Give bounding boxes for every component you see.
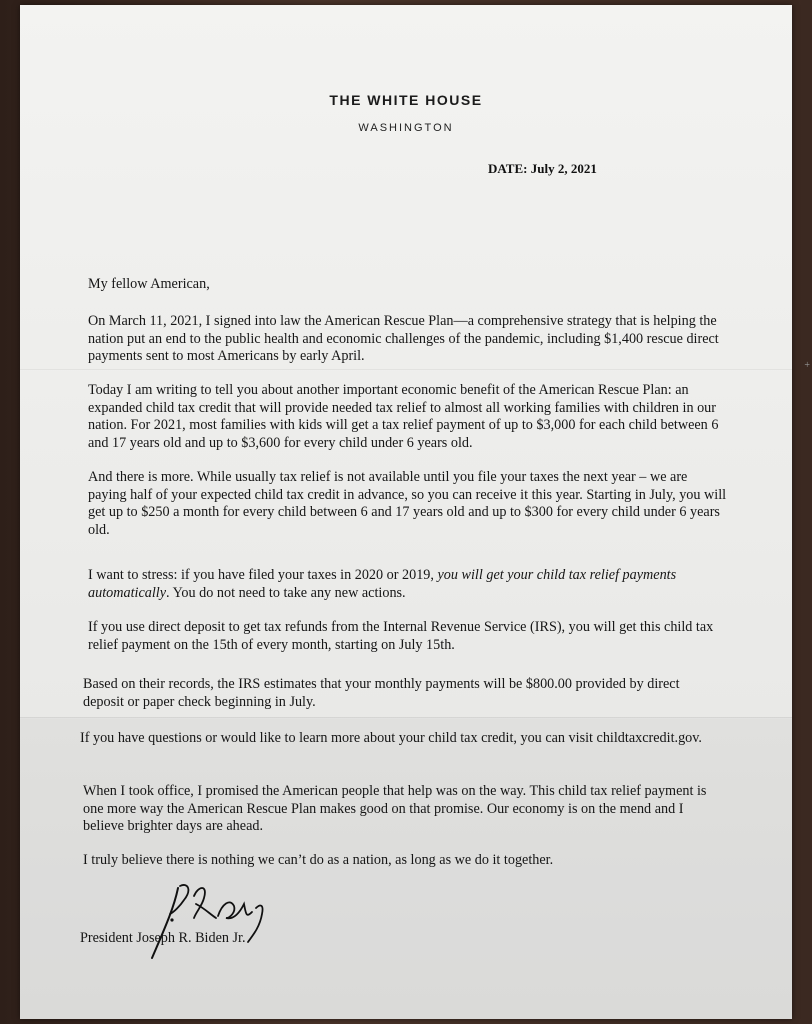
letter-date: DATE: July 2, 2021 [488,161,597,176]
letterhead-subtitle: WASHINGTON [358,122,454,134]
p4-tail: . You do not need to take any new actions. [166,584,406,601]
paragraph-irs-estimate: Based on their records, the IRS estimates that your monthly payments will be $800.00 provided by direct deposit or paper check beginning in July. [83,676,680,710]
paragraph-advance-payments: And there is more. While usually tax relief is not available until you file your taxes the next year – we are paying half of your expected child tax credit in advance, so you can receive it this year. Starting in July, you will get up to $250 a month for every child between 6 and 17 years old and up to $300 for every child under 6 years old. [88,469,727,538]
paragraph-direct-deposit: If you use direct deposit to get tax refunds from the Internal Revenue Service (IRS), you will get this child tax relief payment on the 15th of every month, starting on July 15th. [88,619,714,653]
paragraph-automatic-payments [88,567,728,602]
paragraph-rescue-plan: On March 11, 2021, I signed into law the American Rescue Plan—a comprehensive strategy that is helping the nation put an end to the public health and economic challenges of the pandemic, including $1,400 rescue direct payments sent to most Americans by early April. [88,313,719,364]
paragraph-child-tax-credit: Today I am writing to tell you about another important economic benefit of the American Rescue Plan: an expanded child tax credit that will provide needed tax relief to almost all working families with children in our nation. For 2021, most families with kids will get a tax relief payment of up to $3,000 for each child between 6 and 17 years old and up to $3,600 for every child under 6 years old. [88,382,719,451]
fold-line [20,369,792,371]
paragraph-closing: I truly believe there is nothing we can’t do as a nation, as long as we do it together. [83,852,554,868]
letterhead-title: THE WHITE HOUSE [329,92,483,108]
p4-lead: I want to stress: if you have filed your taxes in 2020 or 2019, [88,567,438,583]
paragraph-promise: When I took office, I promised the American people that help was on the way. This child tax relief payment is one more way the American Rescue Plan makes good on that promise. Our economy is on the mend and I believe brighter days are ahead. [83,783,707,834]
signature-name: President Joseph R. Biden Jr. [80,930,246,946]
edge-mark: + [804,360,810,371]
p4-emphasis: you will get your child tax relief payments automatically [88,567,677,601]
paragraph-questions: If you have questions or would like to learn more about your child tax credit, you can visit childtaxcredit.gov. [80,730,702,746]
greeting: My fellow American, [88,276,210,292]
